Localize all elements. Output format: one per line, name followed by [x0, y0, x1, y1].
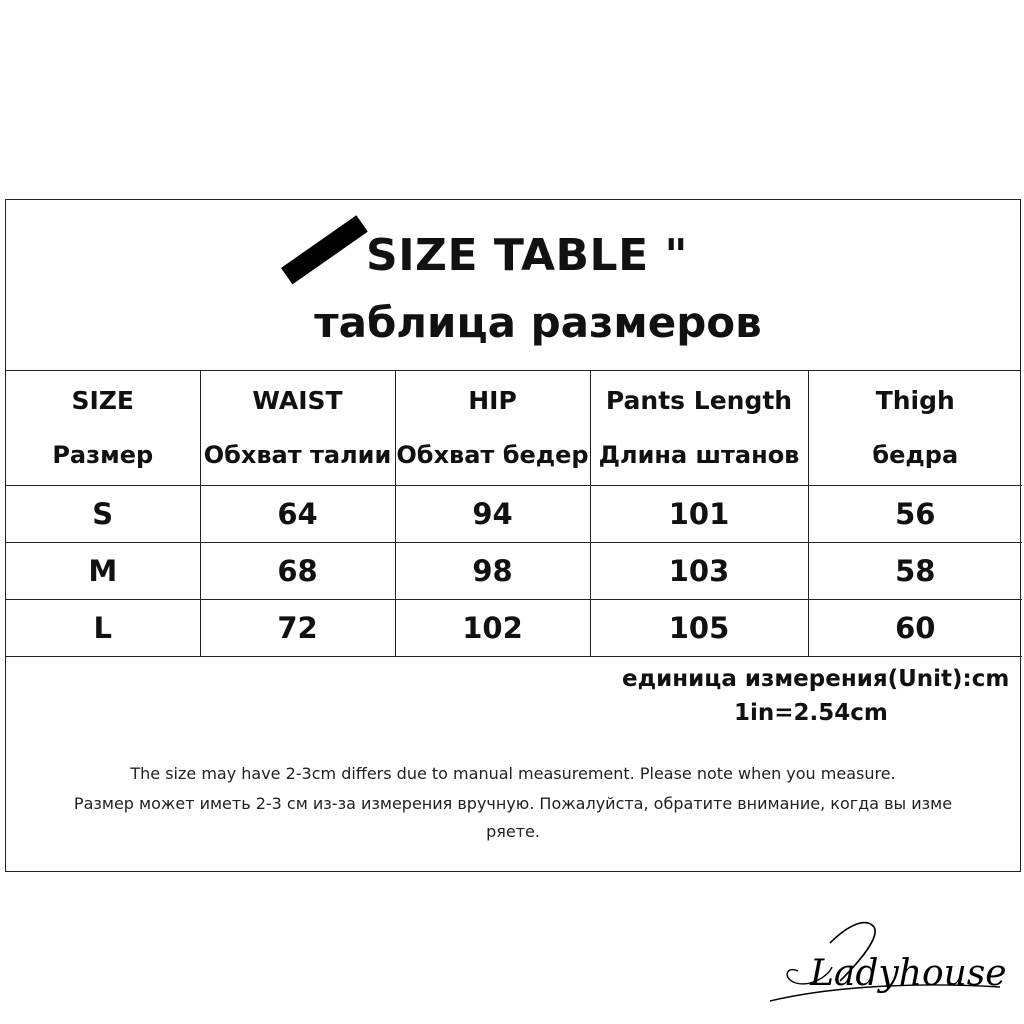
ladyhouse-logo — [770, 905, 1010, 1015]
column-header-en: Thigh — [875, 386, 955, 415]
column-header-en: HIP — [468, 386, 517, 415]
column-header-ru: Длина штанов — [598, 441, 800, 469]
column-header-waist — [200, 370, 395, 486]
slash-mark-icon — [281, 215, 368, 284]
unit-label: единица измерения(Unit):cm — [622, 666, 1010, 692]
cell-pants-length: 103 — [590, 543, 808, 600]
cell-hip: 94 — [395, 486, 590, 543]
column-header-thigh — [808, 370, 1022, 486]
svg-text:Ladyhouse: Ladyhouse — [810, 953, 1007, 994]
table-row — [6, 600, 1022, 657]
note-english: The size may have 2-3cm differs due to manual measurement. Please note when you measure. — [130, 764, 896, 783]
column-header-ru: бедра — [872, 441, 959, 469]
column-header-pants-length — [590, 370, 808, 486]
table-row — [6, 543, 1022, 600]
column-header-size — [6, 370, 200, 486]
cell-thigh: 56 — [808, 486, 1022, 543]
table-row — [6, 486, 1022, 543]
chart-footer — [6, 656, 1020, 871]
column-header-ru: Обхват бедер — [396, 441, 589, 469]
size-table — [6, 370, 1022, 657]
cell-waist: 68 — [200, 543, 395, 600]
table-header-row — [6, 370, 1022, 486]
cell-size: L — [6, 600, 200, 657]
column-header-en: SIZE — [71, 386, 134, 415]
chart-header — [6, 200, 1020, 371]
inch-conversion: 1in=2.54cm — [734, 700, 888, 726]
size-chart — [5, 199, 1021, 872]
title-russian: таблица размеров — [314, 298, 762, 347]
cell-pants-length: 101 — [590, 486, 808, 543]
cell-waist: 72 — [200, 600, 395, 657]
column-header-ru: Размер — [52, 441, 154, 469]
title-english: SIZE TABLE " — [366, 230, 688, 281]
note-russian-line2: ряете. — [486, 822, 540, 841]
cell-pants-length: 105 — [590, 600, 808, 657]
cell-size: M — [6, 543, 200, 600]
column-header-en: WAIST — [252, 386, 343, 415]
cell-size: S — [6, 486, 200, 543]
column-header-en: Pants Length — [605, 386, 793, 415]
note-russian-line1: Размер может иметь 2-3 см из-за измерения вручную. Пожалуйста, обратите внимание, когда вы изме — [73, 794, 953, 813]
cell-waist: 64 — [200, 486, 395, 543]
cell-thigh: 60 — [808, 600, 1022, 657]
cell-thigh: 58 — [808, 543, 1022, 600]
cell-hip: 102 — [395, 600, 590, 657]
column-header-ru: Обхват талии — [203, 441, 392, 469]
column-header-hip — [395, 370, 590, 486]
cell-hip: 98 — [395, 543, 590, 600]
